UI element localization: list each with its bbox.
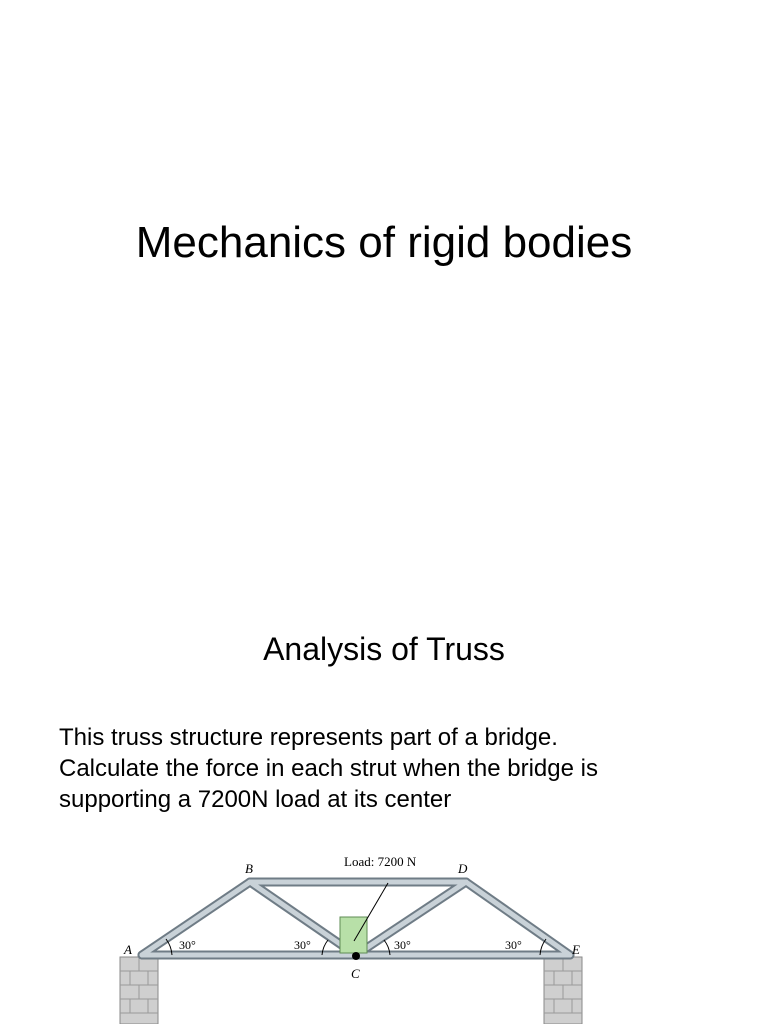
joint-c-pin	[352, 952, 360, 960]
section-title: Analysis of Truss	[263, 631, 505, 667]
angle-label-c-right: 30°	[394, 938, 411, 952]
problem-line: Calculate the force in each strut when the bridge is	[59, 755, 598, 782]
truss-figure	[100, 845, 620, 1024]
problem-line: supporting a 7200N load at its center	[59, 786, 452, 813]
truss-diagram	[100, 845, 620, 1024]
angle-label-e: 30°	[505, 938, 522, 952]
joint-label-a: A	[124, 942, 132, 957]
support-a	[120, 957, 158, 1024]
joint-label-e: E	[572, 942, 580, 957]
support-e	[544, 957, 582, 1024]
joint-label-d: D	[458, 861, 468, 876]
problem-line: This truss structure represents part of a bridge.	[59, 724, 558, 751]
load-label: Load: 7200 N	[344, 854, 417, 869]
problem-statement	[59, 722, 739, 815]
joint-label-c: C	[351, 966, 360, 981]
load-box	[340, 917, 367, 953]
angle-label-c-left: 30°	[294, 938, 311, 952]
joint-label-b: B	[245, 861, 253, 876]
slide-title: Mechanics of rigid bodies	[135, 218, 633, 267]
angle-label-a: 30°	[179, 938, 196, 952]
